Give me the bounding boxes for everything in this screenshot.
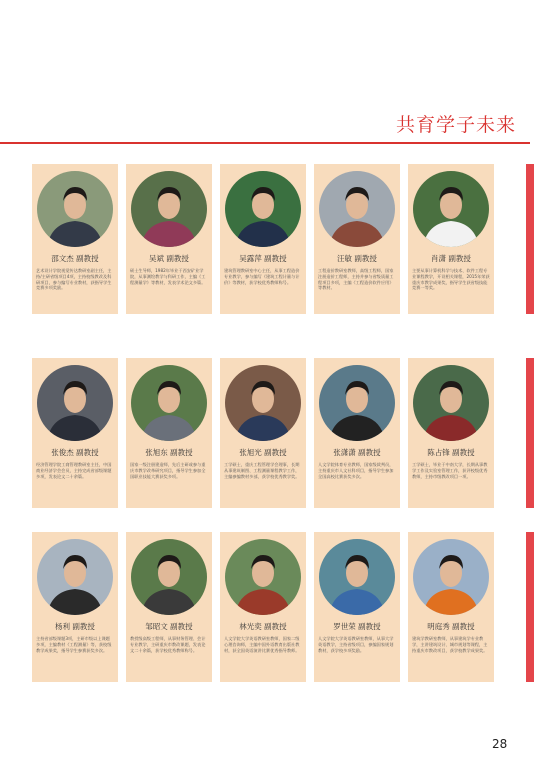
faculty-name: 邹昭文 副教授 [145,622,193,631]
faculty-name: 杨利 副教授 [55,622,95,631]
faculty-description: 经济管理学院工商管理教研室主任，中国商业经济学会会员，主持完成省部级课题多项，发表论文二十余篇。 [36,462,112,479]
faculty-card [126,532,212,682]
portrait-photo [131,171,207,247]
faculty-name: 张俊杰 副教授 [51,448,99,457]
title-rule [0,142,530,144]
faculty-description: 工学硕士，毕业于中南大学，长期从事教学工作及实验室管理工作，获评校级优秀教师，主持市级教改项目一项。 [412,462,488,479]
faculty-card [408,358,494,508]
page-number: 28 [492,737,508,751]
faculty-card [314,358,400,508]
faculty-name: 张旭东 副教授 [145,448,193,457]
faculty-name: 张旭光 副教授 [239,448,287,457]
faculty-card [126,164,212,314]
side-strip-bottom [526,532,534,682]
faculty-name: 汪敏 副教授 [337,254,377,263]
portrait-photo [131,365,207,441]
faculty-name: 明庭秀 副教授 [427,622,475,631]
faculty-name: 林光奕 副教授 [239,622,287,631]
faculty-card [220,358,306,508]
faculty-card [32,532,118,682]
faculty-description: 艺术设计学院视觉传达教研室副主任，主持/主研省级项目4项，主持校级教改及科研项目，参与编写专业教材，获指导学生竞赛多项奖励。 [36,268,112,291]
faculty-card [32,164,118,314]
side-strip-top [526,164,534,314]
faculty-description: 工学硕士，重庆工程管理学会理事，长期从事建筑制图、工程测量课程教学工作，主编参编教材多部，获学校优秀教学奖。 [224,462,300,479]
portrait-photo [37,171,113,247]
faculty-description: 硕士生导师，1982年毕业于西安矿业学院，从事测绘教学与科研工作，主编《工程测量学》等教材，发表学术论文多篇。 [130,268,206,285]
faculty-name: 陈占锋 副教授 [427,448,475,457]
faculty-card [408,164,494,314]
portrait-photo [413,365,489,441]
faculty-description: 主持省部级课题3项，主研市级以上课题多项，主编教材《工程测量》等，获校级教学成果奖，指导学生参赛获奖多次。 [36,636,112,653]
faculty-card [314,164,400,314]
faculty-description: 教授级高级工程师，从事财务管理、会计专业教学，主研重庆市教改课题，发表论文二十余篇，获学校优秀教师称号。 [130,636,206,653]
faculty-description: 工程造价教研室教师，高级工程师，国家注册造价工程师，主持并参与省级质量工程项目多项，主编《工程造价软件应用》等教材。 [318,268,394,291]
faculty-description: 人文学院体育专业教师，国家级裁判员，主持重庆市人文社科项目，指导学生参加全国高校比赛获奖多次。 [318,462,394,479]
faculty-card [126,358,212,508]
portrait-photo [319,539,395,615]
faculty-name: 肖潇 副教授 [431,254,471,263]
faculty-card [32,358,118,508]
faculty-description: 建筑管理教研室中心主任，从事工程造价专业教学，参与编写《建筑工程计量与计价》等教材，获学校优秀教师称号。 [224,268,300,285]
side-strip-middle [526,358,534,508]
faculty-card [220,164,306,314]
faculty-name: 吴斌 副教授 [149,254,189,263]
faculty-card [220,532,306,682]
portrait-photo [413,539,489,615]
portrait-photo [413,171,489,247]
faculty-description: 主要从事计算机科学与技术、软件工程专业课程教学，开设相关课程，2015年荣获重庆市教学成果奖，指导学生获省级技能竞赛一等奖。 [412,268,490,291]
faculty-name: 吴露萍 副教授 [239,254,287,263]
faculty-name: 罗世荣 副教授 [333,622,381,631]
faculty-description: 人文学院大学英语教研室教师，从事大学英语教学，主持省级项目，参编国家规划教材，获学校多项奖励。 [318,636,394,653]
faculty-description: 建筑学教研室教师，从事建筑学专业教学，主讲建筑设计、城市规划等课程，主持重庆市教改项目，获学校教学成果奖。 [412,636,488,653]
faculty-card [408,532,494,682]
portrait-photo [319,365,395,441]
faculty-card [314,532,400,682]
faculty-name: 张潇潇 副教授 [333,448,381,457]
portrait-photo [225,365,301,441]
faculty-name: 邵文杰 副教授 [51,254,99,263]
portrait-photo [37,539,113,615]
faculty-description: 国家一级注册建造师，先后主研或参与重庆市教学改革研究项目，指导学生参加全国职业技能大赛获奖多项。 [130,462,206,479]
faculty-description: 人文学院大学英语教研室教师，国家二级心理咨询师，主编中国外语教育出版社教材，获全国英语演讲比赛优秀指导教师。 [224,636,300,653]
portrait-photo [319,171,395,247]
portrait-photo [225,171,301,247]
page-title: 共育学子未来 [396,114,517,136]
portrait-photo [225,539,301,615]
portrait-photo [131,539,207,615]
portrait-photo [37,365,113,441]
